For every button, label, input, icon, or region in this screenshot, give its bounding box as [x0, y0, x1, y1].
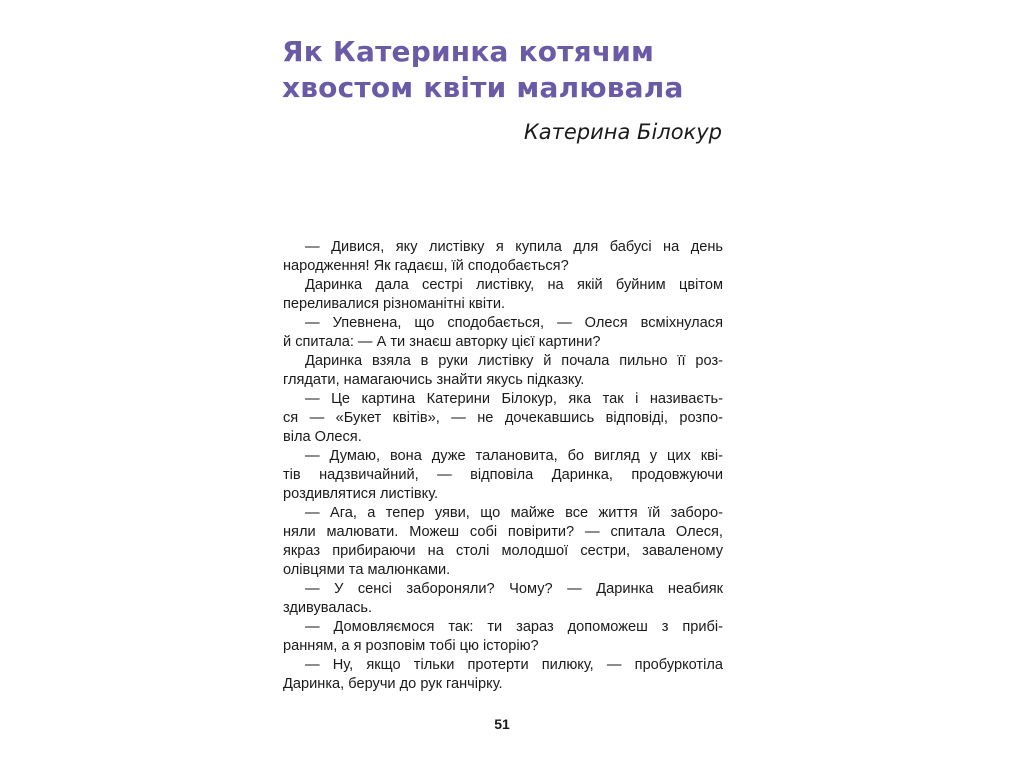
story-body	[283, 238, 723, 694]
paragraph-line: переливалися різноманітні квіти.	[283, 296, 506, 312]
paragraph-line: — Упевнена, що сподобається, — Олеся всміхнулася	[305, 315, 723, 331]
paragraph-line: тів надзвичайний, — відповіла Даринка, продовжуючи	[283, 467, 723, 483]
paragraph-line: — Ну, якщо тільки протерти пилюку, — пробуркотіла	[305, 657, 723, 673]
story-paragraph	[283, 504, 723, 580]
paragraph-line: й спитала: — А ти знаєш авторку цієї картини?	[283, 334, 601, 350]
paragraph-line: — Домовляємося так: ти зараз допоможеш з прибі-	[305, 619, 723, 635]
story-paragraph	[283, 580, 723, 618]
paragraph-line: ся — «Букет квітів», — не дочекавшись відповіді, розпо-	[283, 410, 723, 426]
paragraph-line: Даринка взяла в руки листівку й почала пильно її роз-	[305, 353, 723, 369]
paragraph-line: — Дивися, яку листівку я купила для бабусі на день	[305, 239, 723, 255]
paragraph-line: — Думаю, вона дуже талановита, бо вигляд у цих кві-	[305, 448, 723, 464]
story-paragraph	[283, 314, 723, 352]
title-line-1: Як Катеринка котячим	[282, 35, 655, 68]
paragraph-line: здивувалась.	[283, 600, 373, 616]
paragraph-line: — У сенсі забороняли? Чому? — Даринка неабияк	[305, 581, 723, 597]
paragraph-line: олівцями та малюнками.	[283, 562, 451, 578]
paragraph-line: народження! Як гадаєш, їй сподобається?	[283, 258, 569, 274]
story-paragraph	[283, 618, 723, 656]
story-paragraph	[283, 276, 723, 314]
story-paragraph	[283, 352, 723, 390]
page-number: 51	[494, 716, 510, 732]
author-name: Катерина Білокур	[523, 120, 722, 144]
paragraph-line: роздивлятися листівку.	[283, 486, 439, 502]
paragraph-line: няли малювати. Можеш собі повірити? — спитала Олеся,	[283, 524, 723, 540]
title-line-2: хвостом квіти малювала	[282, 71, 684, 104]
story-paragraph	[283, 656, 723, 694]
paragraph-line: — Ага, а тепер уяви, що майже все життя їй заборо-	[305, 505, 723, 521]
story-title	[282, 34, 742, 106]
paragraph-line: якраз прибираючи на столі молодшої сестри, заваленому	[283, 543, 723, 559]
paragraph-line: Даринка дала сестрі листівку, на якій буйним цвітом	[305, 277, 723, 293]
story-paragraph	[283, 447, 723, 504]
paragraph-line: глядати, намагаючись знайти якусь підказку.	[283, 372, 585, 388]
paragraph-line: Даринка, беручи до рук ганчірку.	[283, 676, 503, 692]
story-paragraph	[283, 238, 723, 276]
paragraph-line: ранням, а я розповім тобі цю історію?	[283, 638, 539, 654]
paragraph-line: — Це картина Катерини Білокур, яка так і називаєть-	[305, 391, 723, 407]
story-paragraph	[283, 390, 723, 447]
paragraph-line: віла Олеся.	[283, 429, 362, 445]
